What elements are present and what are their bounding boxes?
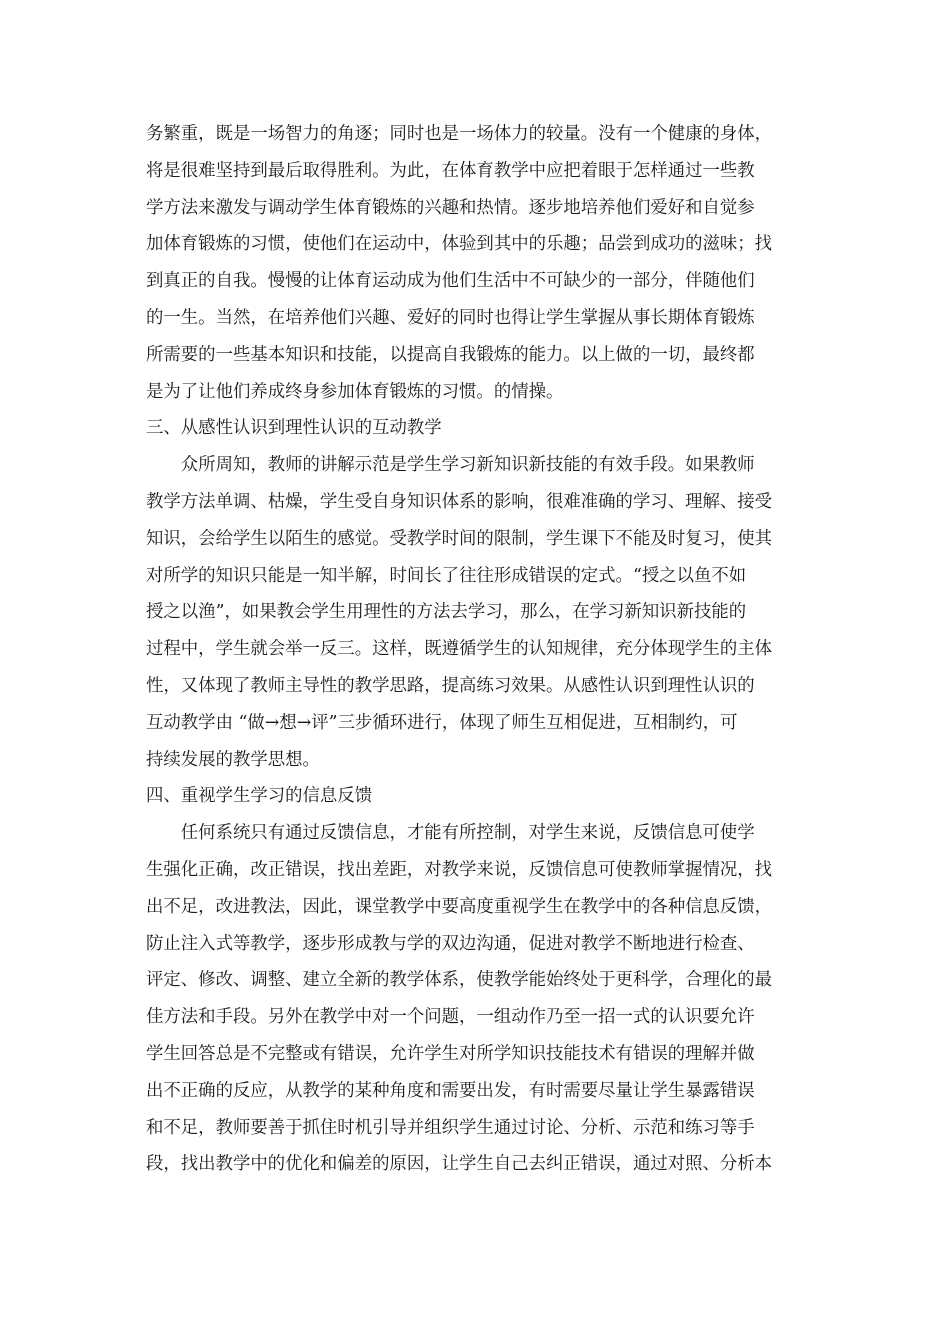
text-line: 性，又体现了教师主导性的教学思路，提高练习效果。从感性认识到理性认识的 xyxy=(146,675,755,696)
text-line: 对所学的知识只能是一知半解，时间长了往往形成错误的定式。“授之以鱼不如 xyxy=(146,565,747,586)
text-line: 知识，会给学生以陌生的感觉。受教学时间的限制，学生课下不能及时复习，使其 xyxy=(146,528,773,549)
text-line: 互动教学由 “做→想→评”三步循环进行，体现了师生互相促进，互相制约，可 xyxy=(146,712,738,733)
text-line: 持续发展的教学思想。 xyxy=(146,749,320,770)
text-line: 三、从感性认识到理性认识的互动教学 xyxy=(146,418,442,439)
text-line: 是为了让他们养成终身参加体育锻炼的习惯。的情操。 xyxy=(146,381,564,402)
text-line: 学生回答总是不完整或有错误，允许学生对所学知识技能技术有错误的理解并做 xyxy=(146,1043,755,1064)
text-line: 授之以渔”，如果教会学生用理性的方法去学习，那么，在学习新知识新技能的 xyxy=(146,602,747,623)
text-line: 出不足，改进教法，因此，课堂教学中要高度重视学生在教学中的各种信息反馈， xyxy=(146,896,773,917)
text-line: 四、重视学生学习的信息反馈 xyxy=(146,786,373,807)
text-line: 将是很难坚持到最后取得胜利。为此，在体育教学中应把着眼于怎样通过一些教 xyxy=(146,160,755,181)
text-line: 加体育锻炼的习惯，使他们在运动中，体验到其中的乐趣；品尝到成功的滋味；找 xyxy=(146,234,773,255)
text-line: 防止注入式等教学，逐步形成教与学的双边沟通，促进对教学不断地进行检查、 xyxy=(146,933,755,954)
text-line: 和不足，教师要善于抓住时机引导并组织学生通过讨论、分析、示范和练习等手 xyxy=(146,1117,755,1138)
text-line: 务繁重，既是一场智力的角逐；同时也是一场体力的较量。没有一个健康的身体， xyxy=(146,124,773,144)
text-line: 过程中，学生就会举一反三。这样，既遵循学生的认知规律，充分体现学生的主体 xyxy=(146,639,773,660)
text-line: 所需要的一些基本知识和技能，以提高自我锻炼的能力。以上做的一切，最终都 xyxy=(146,344,755,365)
text-line: 教学方法单调、枯燥，学生受自身知识体系的影响，很难准确的学习、理解、接受 xyxy=(146,491,773,512)
text-line: 到真正的自我。慢慢的让体育运动成为他们生活中不可缺少的一部分，伴随他们 xyxy=(146,271,755,292)
text-line: 生强化正确，改正错误，找出差距，对教学来说，反馈信息可使教师掌握情况，找 xyxy=(146,859,773,880)
text-line: 学方法来激发与调动学生体育锻炼的兴趣和热情。逐步地培养他们爱好和自觉参 xyxy=(146,197,755,218)
text-line: 的一生。当然，在培养他们兴趣、爱好的同时也得让学生掌握从事长期体育锻炼 xyxy=(146,307,755,328)
text-line: 任何系统只有通过反馈信息，才能有所控制，对学生来说，反馈信息可使学 xyxy=(146,823,755,844)
text-line: 段，找出教学中的优化和偏差的原因，让学生自己去纠正错误，通过对照、分析本 xyxy=(146,1154,773,1175)
text-line: 出不正确的反应，从教学的某种角度和需要出发，有时需要尽量让学生暴露错误 xyxy=(146,1080,755,1101)
text-line: 评定、修改、调整、建立全新的教学体系，使教学能始终处于更科学，合理化的最 xyxy=(146,970,773,991)
body-text xyxy=(146,116,808,1183)
text-line: 佳方法和手段。另外在教学中对一个问题，一组动作乃至一招一式的认识要允许 xyxy=(146,1007,755,1028)
text-line: 众所周知，教师的讲解示范是学生学习新知识新技能的有效手段。如果教师 xyxy=(146,455,755,476)
